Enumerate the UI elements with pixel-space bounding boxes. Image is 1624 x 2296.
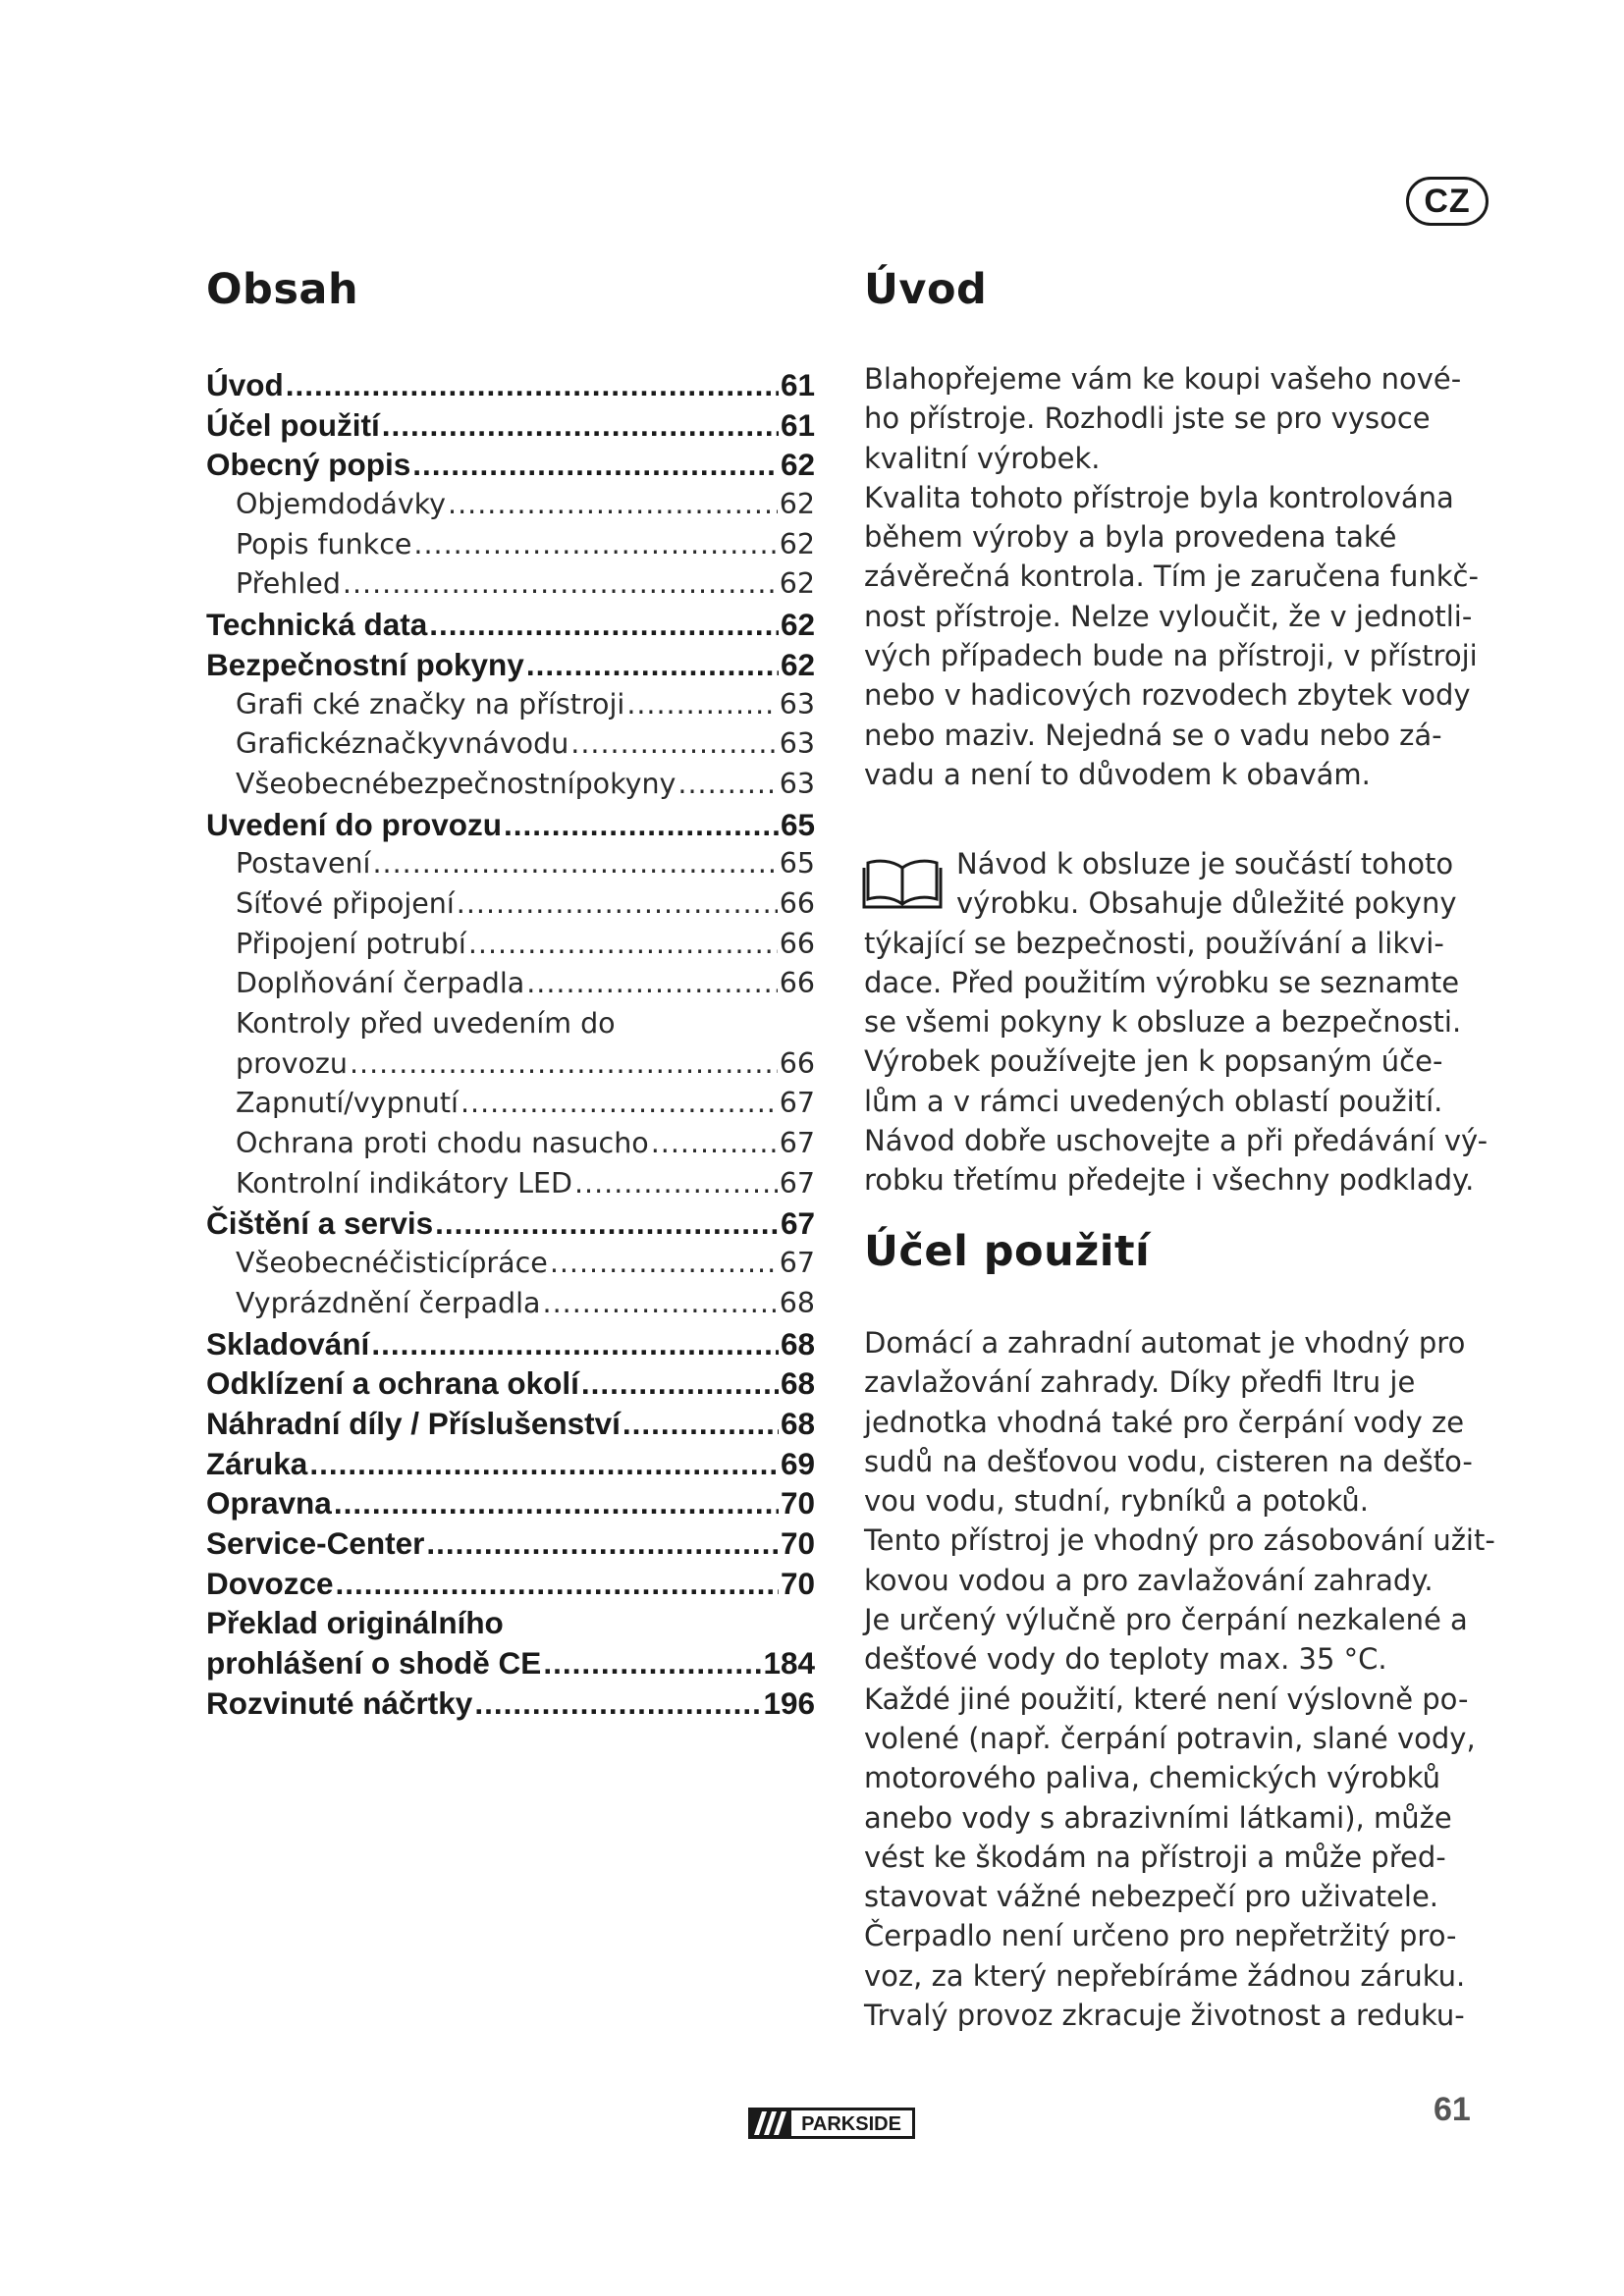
text-line: výrobku. Obsahuje důležité pokyny: [956, 886, 1457, 921]
toc-entry-page: 66: [779, 1046, 815, 1080]
toc-leader-dots: [382, 405, 779, 446]
toc-entry-page: 62: [779, 488, 815, 521]
text-line: nebo maziv. Nejedná se o vadu nebo zá-: [864, 718, 1442, 752]
toc-entry-label: Obecný popis: [206, 447, 411, 483]
toc-entry-page: 67: [780, 1205, 815, 1242]
toc-entry-page: 67: [779, 1247, 815, 1280]
toc-entry-page: 66: [779, 927, 815, 960]
brand-name: PARKSIDE: [801, 2113, 901, 2135]
toc-entry: [206, 1203, 815, 1244]
toc-entry: [206, 605, 815, 645]
toc-entry-page: 70: [780, 1485, 815, 1522]
toc-leader-dots: [435, 1203, 779, 1244]
toc-leader-dots: [350, 1044, 778, 1085]
text-line: ho přístroje. Rozhodli jste se pro vysoce: [864, 401, 1431, 436]
toc-entry: [206, 1643, 815, 1683]
toc-entry: [206, 964, 815, 1004]
text-line: vou vodu, studní, rybníků a potoků.: [864, 1484, 1369, 1519]
text-line: Tento přístroj je vhodný pro zásobování užit-: [864, 1523, 1495, 1558]
toc-entry-label: Bezpečnostní pokyny: [206, 646, 524, 682]
toc-entry-label: Záruka: [206, 1445, 308, 1481]
toc-entry-label: Objemdodávky: [236, 488, 447, 521]
toc-entry: [206, 1404, 815, 1444]
toc-entry-page: 65: [780, 806, 815, 842]
toc-entry-label: Technická data: [206, 607, 428, 643]
toc-leader-dots: [460, 1084, 778, 1124]
toc-entry-page: 67: [779, 1087, 815, 1120]
toc-entry-label: Odklízení a ochrana okolí: [206, 1365, 579, 1402]
text-line: Trvalý provoz zkracuje životnost a reduku-: [864, 1999, 1465, 2033]
toc-leader-dots: [581, 1363, 779, 1404]
toc-entry-page: 69: [780, 1445, 815, 1481]
text-line: Návod k obsluze je součástí tohoto: [956, 847, 1454, 881]
toc-entry-page: 68: [780, 1325, 815, 1362]
toc-entry-page: 67: [779, 1166, 815, 1200]
text-line: kvalitní výrobek.: [864, 441, 1101, 475]
text-line: dešťové vody do teploty max. 35 °C.: [864, 1642, 1387, 1677]
toc-entry-label: prohlášení o shodě CE: [206, 1645, 542, 1681]
toc-leader-dots: [504, 805, 779, 845]
toc-entry-label: Grafickéznačkyvnávodu: [236, 727, 569, 761]
toc-leader-dots: [474, 1683, 761, 1724]
toc-entry: [206, 365, 815, 405]
toc-entry-label: Síťové připojení: [236, 886, 455, 920]
toc-entry: [206, 564, 815, 605]
toc-entry-label: Postavení: [236, 847, 371, 881]
purpose-title: Účel použití: [864, 1227, 1151, 1276]
toc-entry-label: Service-Center: [206, 1524, 425, 1561]
text-line: lům a v rámci uvedených oblastí použití.: [864, 1084, 1443, 1118]
toc-leader-dots: [286, 365, 779, 405]
toc-entry-page: 67: [779, 1127, 815, 1160]
toc-entry-label: Všeobecnébezpečnostnípokyny: [236, 767, 677, 800]
toc-entry-label: Vyprázdnění čerpadla: [236, 1286, 541, 1319]
toc-leader-dots: [623, 1404, 779, 1444]
toc-entry-page: 184: [763, 1645, 815, 1681]
language-badge: CZ: [1406, 177, 1489, 226]
toc-entry: [206, 805, 815, 845]
toc-entry: [206, 1124, 815, 1164]
toc-leader-dots: [468, 925, 778, 965]
toc-entry-label: provozu: [236, 1046, 348, 1080]
text-line: Domácí a zahradní automat je vhodný pro: [864, 1326, 1466, 1360]
toc-leader-dots: [429, 605, 779, 645]
toc-entry-label: Úvod: [206, 367, 284, 402]
toc-entry-label: Zapnutí/vypnutí: [236, 1087, 459, 1120]
toc-entry-page: 70: [780, 1524, 815, 1561]
toc-entry: [206, 884, 815, 925]
toc-leader-dots: [413, 525, 777, 565]
text-line: Každé jiné použití, které není výslovně po-: [864, 1682, 1469, 1716]
toc-entry-page: 68: [780, 1365, 815, 1402]
text-line: Kvalita tohoto přístroje byla kontrolována: [864, 480, 1454, 514]
toc-leader-dots: [309, 1444, 779, 1484]
toc-entry-label: Rozvinuté náčrtky: [206, 1684, 473, 1721]
toc-leader-dots: [526, 645, 779, 685]
text-line: Čerpadlo není určeno pro nepřetržitý pro-: [864, 1919, 1457, 1953]
toc-leader-dots: [343, 564, 778, 605]
toc-entry: [206, 1603, 815, 1643]
toc-entry: [206, 685, 815, 725]
toc-leader-dots: [550, 1244, 778, 1284]
toc-leader-dots: [543, 1643, 761, 1683]
text-line: kovou vodou a pro zavlažování zahrady.: [864, 1563, 1434, 1597]
toc-entry: [206, 1044, 815, 1085]
toc-entry-page: 61: [780, 367, 815, 402]
toc-entry: [206, 1564, 815, 1604]
toc-entry: [206, 1683, 815, 1724]
toc-leader-dots: [448, 485, 778, 525]
toc-entry: [206, 925, 815, 965]
text-line: zavlažování zahrady. Díky předfi ltru je: [864, 1365, 1416, 1400]
toc-entry-label: Překlad originálního: [206, 1605, 504, 1641]
toc-leader-dots: [543, 1284, 778, 1324]
toc-entry: [206, 1324, 815, 1364]
toc-entry-label: Dovozce: [206, 1565, 334, 1601]
toc-entry: [206, 405, 815, 446]
toc-leader-dots: [412, 445, 779, 485]
toc-leader-dots: [334, 1483, 779, 1523]
toc-entry-page: 62: [780, 607, 815, 643]
toc-entry: [206, 445, 815, 485]
toc-entry: [206, 1084, 815, 1124]
intro-title: Úvod: [864, 265, 988, 314]
toc-entry-page: 62: [779, 527, 815, 561]
text-line: voz, za který nepřebíráme žádnou záruku.: [864, 1958, 1466, 1993]
toc-entry: [206, 765, 815, 805]
toc-entry-label: Náhradní díly / Příslušenství: [206, 1405, 621, 1441]
intro-paragraph: [864, 359, 1479, 794]
toc-leader-dots: [457, 884, 778, 925]
toc-entry: [206, 1363, 815, 1404]
toc-entry-page: 65: [779, 847, 815, 881]
toc-entry: [206, 844, 815, 884]
text-line: volené (např. čerpání potravin, slané vody,: [864, 1721, 1476, 1755]
text-line: vést ke škodám na přístroji a může před-: [864, 1840, 1446, 1874]
toc-leader-dots: [372, 844, 777, 884]
toc-entry-label: Čištění a servis: [206, 1205, 434, 1242]
toc-entry: [206, 1004, 815, 1044]
toc-entry-page: 196: [763, 1684, 815, 1721]
toc-entry: [206, 1523, 815, 1564]
table-of-contents: [206, 365, 815, 1723]
toc-entry-label: Skladování: [206, 1325, 370, 1362]
toc-entry-label: Uvedení do provozu: [206, 806, 503, 842]
toc-entry-page: 63: [779, 727, 815, 761]
text-line: se všemi pokyny k obsluze a bezpečnosti.: [864, 1005, 1462, 1040]
text-line: vadu a není to důvodem k obavám.: [864, 757, 1371, 791]
toc-entry-label: Všeobecnéčisticípráce: [236, 1247, 548, 1280]
text-line: Návod dobře uschovejte a při předávání vý-: [864, 1124, 1489, 1158]
purpose-paragraph: [864, 1323, 1495, 2035]
toc-leader-dots: [626, 685, 777, 725]
toc-entry-page: 68: [779, 1286, 815, 1319]
text-line: anebo vody s abrazivními látkami), může: [864, 1800, 1452, 1835]
toc-entry: [206, 1284, 815, 1324]
text-line: Výrobek používejte jen k popsaným úče-: [864, 1044, 1443, 1079]
toc-entry-label: Přehled: [236, 567, 341, 601]
toc-entry-page: 70: [780, 1565, 815, 1601]
toc-entry-page: 61: [780, 406, 815, 443]
toc-entry-page: 62: [779, 567, 815, 601]
toc-entry: [206, 724, 815, 765]
toc-entry: [206, 1164, 815, 1204]
text-line: motorového paliva, chemických výrobků: [864, 1761, 1441, 1795]
toc-leader-dots: [570, 724, 777, 765]
toc-entry-label: Kontroly před uvedením do: [236, 1007, 616, 1040]
toc-entry-label: Doplňování čerpadla: [236, 967, 525, 1000]
toc-leader-dots: [426, 1523, 779, 1564]
toc-leader-dots: [526, 964, 778, 1004]
text-line: během výroby a byla provedena také: [864, 520, 1397, 555]
text-line: Blahopřejeme vám ke koupi vašeho nové-: [864, 362, 1462, 396]
toc-leader-dots: [574, 1164, 778, 1204]
toc-entry-label: Opravna: [206, 1485, 332, 1522]
toc-entry: [206, 1244, 815, 1284]
toc-entry: [206, 1483, 815, 1523]
toc-entry-label: Připojení potrubí: [236, 927, 466, 960]
toc-entry-page: 62: [780, 646, 815, 682]
toc-entry: [206, 1444, 815, 1484]
manual-note-paragraph: [864, 844, 1488, 1201]
toc-entry-label: Kontrolní indikátory LED: [236, 1166, 572, 1200]
text-line: Je určený výlučně pro čerpání nezkalené a: [864, 1603, 1468, 1637]
toc-entry: [206, 525, 815, 565]
text-line: dace. Před použitím výrobku se seznamte: [864, 965, 1460, 999]
toc-entry-page: 66: [779, 886, 815, 920]
text-line: týkající se bezpečnosti, používání a likvi-: [864, 926, 1444, 960]
toc-leader-dots: [371, 1324, 779, 1364]
text-line: nebo v hadicových rozvodech zbytek vody: [864, 678, 1471, 713]
toc-entry-label: Ochrana proti chodu nasucho: [236, 1127, 649, 1160]
text-line: nost přístroje. Nelze vyloučit, že v jednotli-: [864, 599, 1473, 633]
toc-leader-dots: [677, 765, 777, 805]
toc-leader-dots: [651, 1124, 778, 1164]
parkside-logo: [748, 2108, 915, 2139]
text-line: sudů na dešťovou vodu, cisteren na dešťo-: [864, 1444, 1473, 1478]
page-number: 61: [1434, 2091, 1471, 2128]
toc-entry: [206, 645, 815, 685]
toc-entry-page: 63: [779, 767, 815, 800]
toc-entry-label: Účel použití: [206, 406, 380, 443]
toc-entry-page: 63: [779, 687, 815, 721]
toc-entry: [206, 485, 815, 525]
toc-title: Obsah: [206, 265, 359, 314]
text-line: závěrečná kontrola. Tím je zaručena funkč-: [864, 560, 1479, 594]
text-line: stavovat vážné nebezpečí pro uživatele.: [864, 1880, 1439, 1914]
toc-entry-page: 62: [780, 447, 815, 483]
toc-entry-label: Popis funkce: [236, 527, 412, 561]
toc-entry-page: 68: [780, 1405, 815, 1441]
toc-leader-dots: [336, 1564, 779, 1604]
toc-entry-page: 66: [779, 967, 815, 1000]
text-line: jednotka vhodná také pro čerpání vody ze: [864, 1405, 1465, 1439]
text-line: vých případech bude na přístroji, v přístroji: [864, 639, 1478, 673]
toc-entry-label: Grafi cké značky na přístroji: [236, 687, 625, 721]
text-line: robku třetímu předejte i všechny podklady.: [864, 1163, 1475, 1198]
